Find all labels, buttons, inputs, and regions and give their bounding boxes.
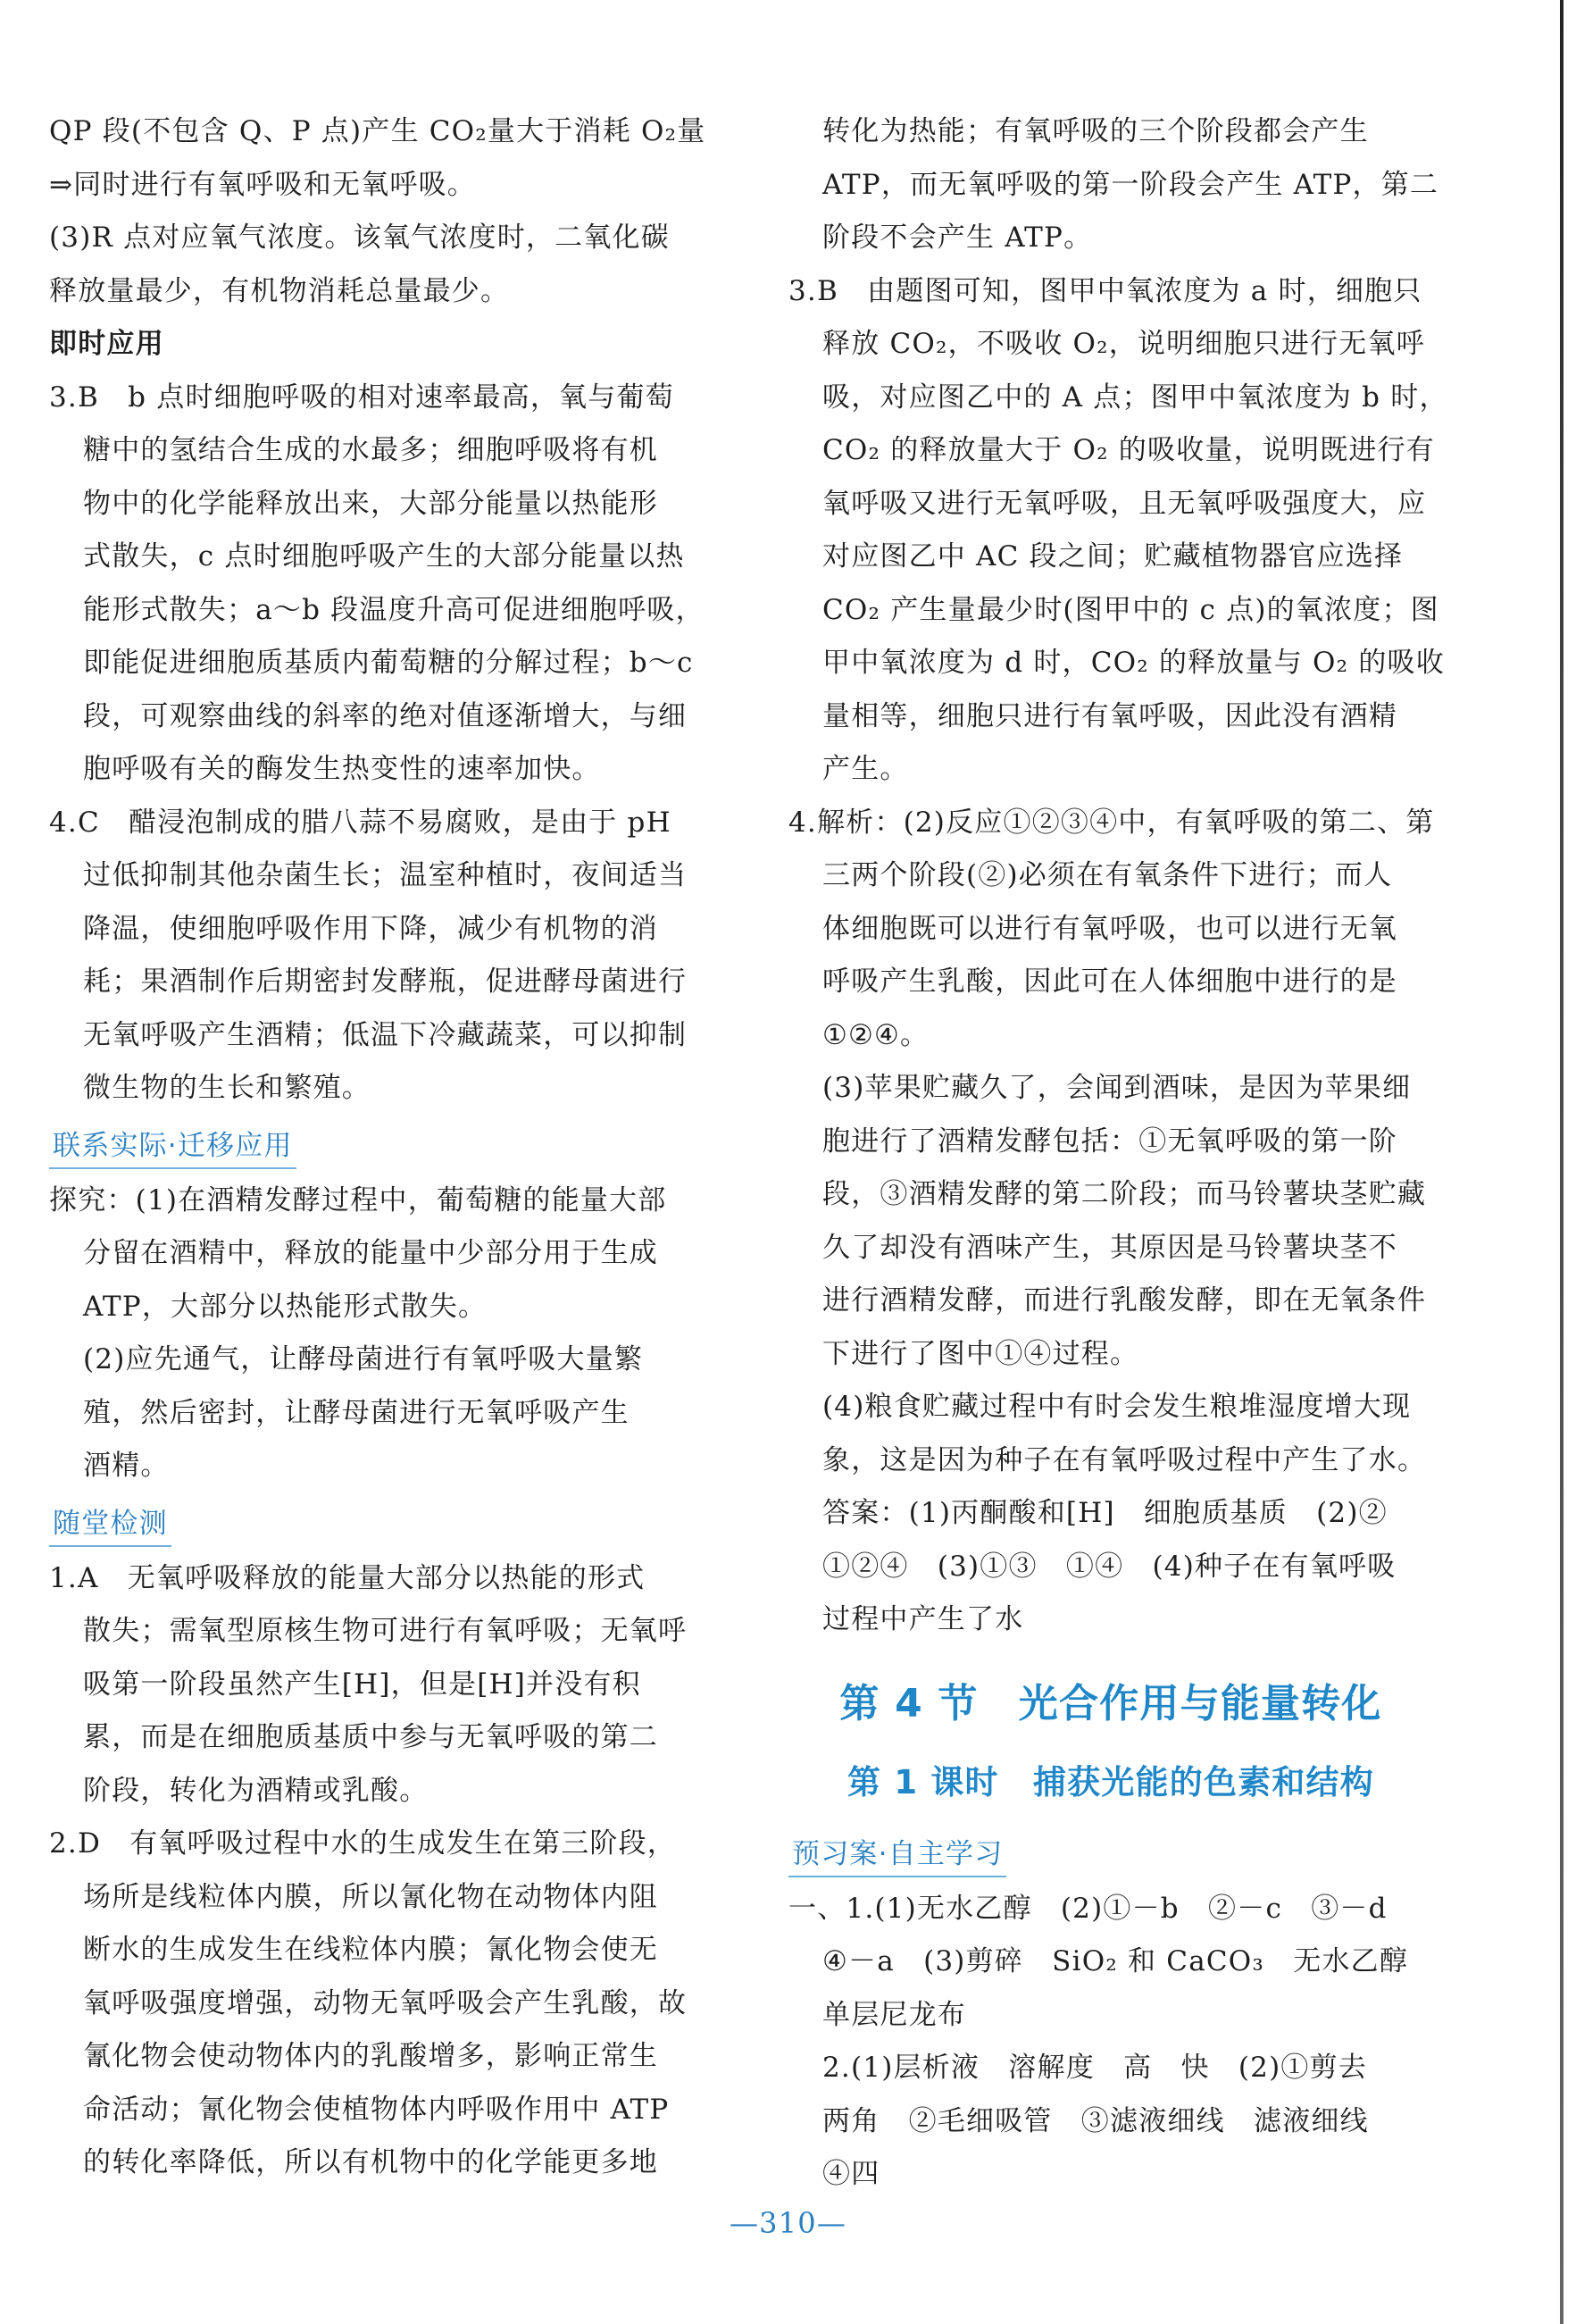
text-line: 吸第一阶段虽然产生[H]，但是[H]并没有积 <box>83 1668 641 1701</box>
text-line: ATP，大部分以热能形式散失。 <box>83 1290 488 1323</box>
text-line: 阶段，转化为酒精或乳酸。 <box>83 1774 429 1807</box>
lesson-title: 第 1 课时 捕获光能的色素和结构 <box>847 1762 1374 1802</box>
text-line: 断水的生成发生在线粒体内膜；氰化物会使无 <box>83 1934 658 1966</box>
text-line: 的转化率降低，所以有机物中的化学能更多地 <box>83 2146 658 2178</box>
intro-block <box>49 105 706 318</box>
text-line: 过低抑制其他杂菌生长；温室种植时，夜间适当 <box>83 859 688 891</box>
text-line: 能形式散失；a～b 段温度升高可促进细胞呼吸， <box>83 593 705 626</box>
quiz-item-2-continued <box>788 105 1439 265</box>
text-line: 累，而是在细胞质基质中参与无氧呼吸的第二 <box>83 1721 658 1753</box>
text-line: 式散失，c 点时细胞呼吸产生的大部分能量以热 <box>83 540 685 573</box>
right-column <box>788 105 1448 2202</box>
text-line: 微生物的生长和繁殖。 <box>83 1072 371 1104</box>
answer-line: ①②④ (3)①③ ①④ (4)种子在有氧呼吸 <box>822 1550 1397 1583</box>
text-line: (4)粮食贮藏过程中有时会发生粮堆湿度增大现 <box>822 1391 1412 1423</box>
text-line: 释放 CO₂，不吸收 O₂，说明细胞只进行无氧呼 <box>822 328 1425 360</box>
text-line: CO₂ 的释放量大于 O₂ 的吸收量，说明既进行有 <box>822 434 1435 466</box>
text-line: 一、1.(1)无水乙醇 (2)①－b ②－c ③－d <box>788 1892 1388 1925</box>
text-line: 散失；需氧型原核生物可进行有氧呼吸；无氧呼 <box>83 1615 688 1647</box>
scan-edge-line <box>1560 0 1563 2324</box>
text-line: 3.B 由题图可知，图甲中氧浓度为 a 时，细胞只 <box>788 274 1422 307</box>
page-number: —310— <box>729 2206 847 2240</box>
text-line: 甲中氧浓度为 d 时，CO₂ 的释放量与 O₂ 的吸收 <box>822 647 1445 679</box>
text-line: CO₂ 产生量最少时(图甲中的 c 点)的氧浓度；图 <box>822 593 1439 626</box>
text-line: 即能促进细胞质基质内葡萄糖的分解过程；b～c <box>83 647 694 679</box>
text-line: 产生。 <box>822 753 909 785</box>
quiz-item-3 <box>788 265 1448 797</box>
text-line: 两角 ②毛细吸管 ③滤液细线 滤液细线 <box>822 2104 1369 2137</box>
text-line: 场所是线粒体内膜，所以氰化物在动物体内阻 <box>83 1880 658 1913</box>
section-yuxi-an: 预习案·自主学习 <box>788 1833 1006 1877</box>
text-line: 2.D 有氧呼吸过程中水的生成发生在第三阶段， <box>49 1827 677 1860</box>
text-line: 三两个阶段(②)必须在有氧条件下进行；而人 <box>822 859 1393 891</box>
text-line: 呼吸产生乳酸，因此可在人体细胞中进行的是 <box>822 966 1397 998</box>
quiz-item-1 <box>49 1552 694 1818</box>
chapter-title: 第 4 节 光合作用与能量转化 <box>839 1680 1382 1726</box>
text-line: 阶段不会产生 ATP。 <box>822 222 1093 254</box>
text-line: ①②④。 <box>822 1018 930 1051</box>
text-line: 探究：(1)在酒精发酵过程中，葡萄糖的能量大部 <box>49 1183 667 1216</box>
text-line: 酒精。 <box>83 1450 170 1482</box>
answer-line: 答案：(1)丙酮酸和[H] 细胞质基质 (2)② <box>822 1497 1388 1529</box>
text-line: ⇒同时进行有氧呼吸和无氧呼吸。 <box>49 168 476 201</box>
text-line: 无氧呼吸产生酒精；低温下冷藏蔬菜，可以抑制 <box>83 1018 688 1051</box>
text-line: 3.B b 点时细胞呼吸的相对速率最高，氧与葡萄 <box>49 380 674 414</box>
text-line: 量相等，细胞只进行有氧呼吸，因此没有酒精 <box>822 699 1397 732</box>
text-line: (3)R 点对应氧气浓度。该氧气浓度时，二氧化碳 <box>49 222 670 254</box>
text-line: 降温，使细胞呼吸作用下降，减少有机物的消 <box>83 912 658 945</box>
answer-item-3 <box>49 372 705 797</box>
text-line: 转化为热能；有氧呼吸的三个阶段都会产生 <box>822 115 1369 147</box>
text-line: 体细胞既可以进行有氧呼吸，也可以进行无氧 <box>822 912 1397 945</box>
text-line: 命活动；氰化物会使植物体内呼吸作用中 ATP <box>83 2093 670 2126</box>
text-line: 吸，对应图乙中的 A 点；图甲中氧浓度为 b 时， <box>822 380 1448 414</box>
text-line: 4.解析：(2)反应①②③④中，有氧呼吸的第二、第 <box>788 806 1435 839</box>
text-line: ④－a (3)剪碎 SiO₂ 和 CaCO₃ 无水乙醇 <box>822 1945 1409 1977</box>
text-line: 象，这是因为种子在有氧呼吸过程中产生了水。 <box>822 1443 1427 1476</box>
text-line: 2.(1)层析液 溶解度 高 快 (2)①剪去 <box>822 2052 1367 2084</box>
section-suitang-jiance: 随堂检测 <box>49 1502 171 1547</box>
text-line: 段，③酒精发酵的第二阶段；而马铃薯块茎贮藏 <box>822 1178 1427 1210</box>
text-line: ④四 <box>822 2158 880 2190</box>
text-line: 对应图乙中 AC 段之间；贮藏植物器官应选择 <box>822 540 1404 573</box>
yuxi-answers <box>788 1883 1433 2202</box>
text-line: 段，可观察曲线的斜率的绝对值逐渐增大，与细 <box>83 699 688 732</box>
text-line: 胞进行了酒精发酵包括：①无氧呼吸的第一阶 <box>822 1124 1397 1158</box>
text-line: 1.A 无氧呼吸释放的能量大部分以热能的形式 <box>49 1561 646 1594</box>
text-line: 胞呼吸有关的酶发生热变性的速率加快。 <box>83 753 601 785</box>
tanjiu-block <box>49 1175 694 1493</box>
text-line: (3)苹果贮藏久了，会闻到酒味，是因为苹果细 <box>822 1072 1412 1104</box>
text-line: 单层尼龙布 <box>822 1998 966 2031</box>
quiz-item-4 <box>788 797 1433 1647</box>
quiz-item-2 <box>49 1818 694 2190</box>
text-line: 殖，然后密封，让酵母菌进行无氧呼吸产生 <box>83 1396 630 1429</box>
text-line: 下进行了图中①④过程。 <box>822 1337 1139 1370</box>
text-line: 氧呼吸强度增强，动物无氧呼吸会产生乳酸，故 <box>83 1986 688 2019</box>
text-line: 氧呼吸又进行无氧呼吸，且无氧呼吸强度大，应 <box>822 487 1427 520</box>
text-line: 物中的化学能释放出来，大部分能量以热能形 <box>83 487 658 520</box>
text-line: 耗；果酒制作后期密封发酵瓶，促进酵母菌进行 <box>83 966 688 998</box>
text-line: 进行酒精发酵，而进行乳酸发酵，即在无氧条件 <box>822 1284 1427 1317</box>
left-column <box>49 105 706 2190</box>
text-line: 4.C 醋浸泡制成的腊八蒜不易腐败，是由于 pH <box>49 806 671 839</box>
text-line: 分留在酒精中，释放的能量中少部分用于生成 <box>83 1237 658 1269</box>
heading-jishi-yingyong: 即时应用 <box>49 328 164 360</box>
text-line: 久了却没有酒味产生，其原因是马铃薯块茎不 <box>822 1231 1397 1264</box>
text-line: QP 段(不包含 Q、P 点)产生 CO₂量大于消耗 O₂量 <box>49 115 706 147</box>
answer-line: 过程中产生了水 <box>822 1603 1024 1635</box>
text-line: 释放量最少，有机物消耗总量最少。 <box>49 274 510 307</box>
text-line: (2)应先通气，让酵母菌进行有氧呼吸大量繁 <box>83 1343 644 1375</box>
section-lianxi-shiji: 联系实际·迁移应用 <box>49 1124 296 1169</box>
answer-item-4 <box>49 797 694 1116</box>
text-line: 糖中的氢结合生成的水最多；细胞呼吸将有机 <box>83 434 658 466</box>
text-line: ATP，而无氧呼吸的第一阶段会产生 ATP，第二 <box>822 168 1439 201</box>
text-line: 氰化物会使动物体内的乳酸增多，影响正常生 <box>83 2040 658 2072</box>
